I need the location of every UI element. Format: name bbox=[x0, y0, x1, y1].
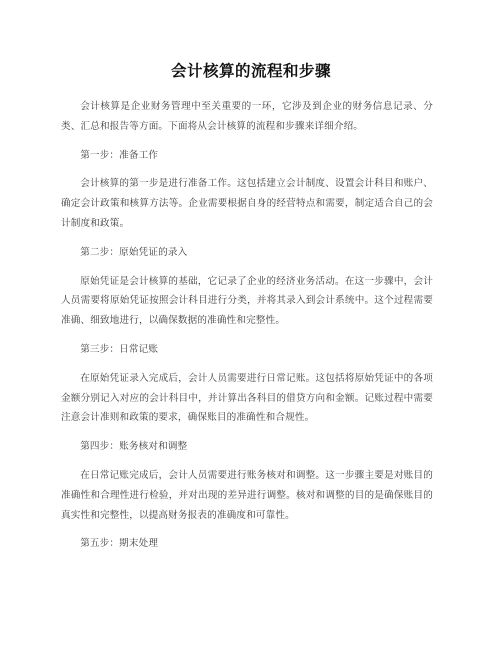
step-4-heading: 第四步：账务核对和调整 bbox=[80, 441, 188, 453]
step-4-paragraph: 在日常记账完成后，会计人员需要进行账务核对和调整。这一步骤主要是对账目的准确性和合理性进行检验，并对出现的差异进行调整。核对和调整的目的是确保账目的真实性和完整性，以提高财务报表的准确度和可靠性。 bbox=[61, 469, 433, 521]
step-1-heading: 第一步：准备工作 bbox=[80, 149, 159, 161]
page-title: 会计核算的流程和步骤 bbox=[170, 62, 331, 80]
step-3-heading: 第三步：日常记账 bbox=[80, 343, 159, 355]
intro-paragraph: 会计核算是企业财务管理中至关重要的一环，它涉及到企业的财务信息记录、分类、汇总和报告等方面。下面将从会计核算的流程和步骤来详细介绍。 bbox=[61, 101, 433, 132]
step-2-paragraph: 原始凭证是会计核算的基础，它记录了企业的经济业务活动。在这一步骤中，会计人员需要将原始凭证按照会计科目进行分类，并将其录入到会计系统中。这个过程需要准确、细致地进行，以确保数据的准确性和完整性。 bbox=[61, 275, 433, 327]
step-5-heading: 第五步：期末处理 bbox=[80, 538, 159, 550]
document-body bbox=[61, 97, 433, 563]
step-1-paragraph: 会计核算的第一步是进行准备工作。这包括建立会计制度、设置会计科目和账户、确定会计政策和核算方法等。企业需要根据自身的经营特点和需要，制定适合自己的会计制度和政策。 bbox=[61, 178, 433, 229]
step-3-paragraph: 在原始凭证录入完成后，会计人员需要进行日常记账。这包括将原始凭证中的各项金额分别记入对应的会计科目中，并计算出各科目的借贷方向和金额。记账过程中需要注意会计准则和政策的要求，确保账目的准确性和合规性。 bbox=[61, 372, 433, 424]
step-2-heading: 第二步：原始凭证的录入 bbox=[80, 246, 188, 258]
